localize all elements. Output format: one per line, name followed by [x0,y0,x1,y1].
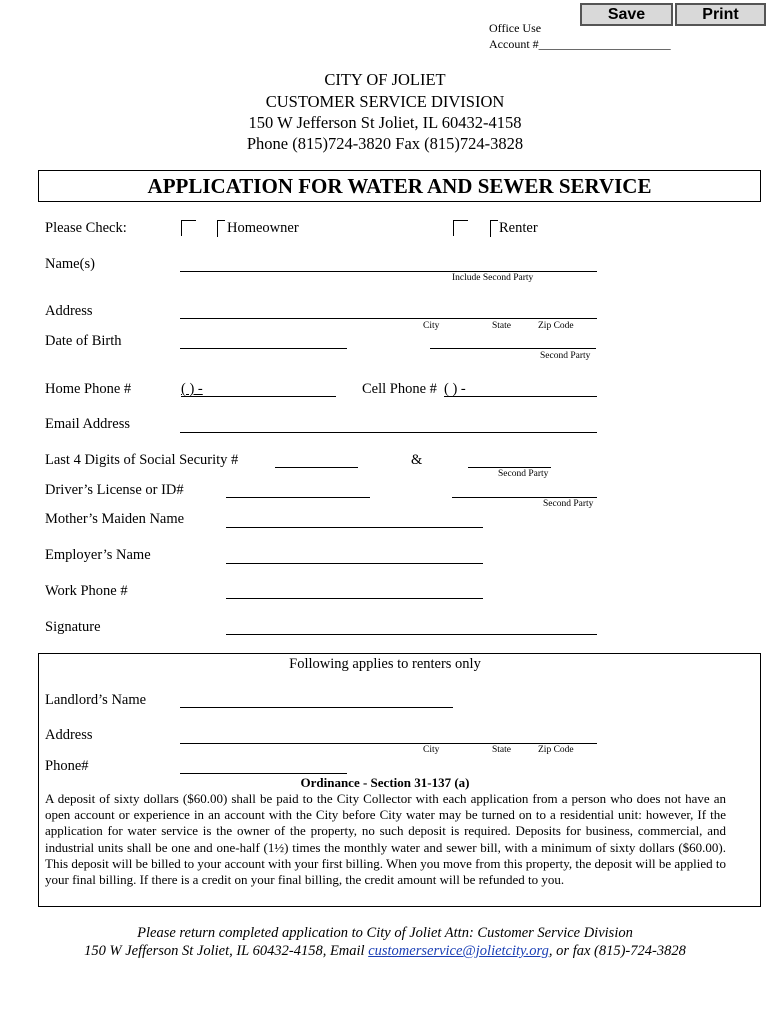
work-phone-label: Work Phone # [45,583,128,599]
maiden-name-label: Mother’s Maiden Name [45,511,185,527]
cell-phone-field[interactable] [444,396,597,397]
landlord-phone-label: Phone# [45,758,89,774]
renter-checkbox[interactable] [453,220,468,236]
homeowner-checkbox-edge [217,220,225,237]
landlord-name-label: Landlord’s Name [45,692,147,708]
address-label: Address [45,303,93,319]
home-phone-field[interactable] [181,396,336,397]
dob-field[interactable] [180,348,347,349]
landlord-city-hint: City [423,745,440,755]
header-division: CUSTOMER SERVICE DIVISION [265,92,505,111]
employer-field[interactable] [226,563,483,564]
renter-checkbox-edge [490,220,498,237]
work-phone-field[interactable] [226,598,483,599]
renters-heading: Following applies to renters only [289,656,481,672]
landlord-zip-hint: Zip Code [538,745,574,755]
address-city-hint: City [423,321,440,331]
dob-second-party-field[interactable] [430,348,596,349]
names-field[interactable] [180,271,597,272]
email-field[interactable] [180,432,597,433]
home-phone-label: Home Phone # [45,381,132,397]
landlord-name-field[interactable] [180,707,453,708]
email-label: Email Address [45,416,130,432]
print-button[interactable]: Print [675,3,766,26]
ssn-field[interactable] [275,467,358,468]
landlord-address-label: Address [45,727,93,743]
signature-field[interactable] [226,634,597,635]
cell-phone-format: ( ) - [444,381,466,397]
renter-label: Renter [499,220,538,236]
email-link[interactable]: customerservice@jolietcity.org [368,943,549,959]
employer-label: Employer’s Name [45,547,151,563]
form-title: APPLICATION FOR WATER AND SEWER SERVICE [147,174,652,198]
address-field[interactable] [180,318,597,319]
cell-phone-label: Cell Phone # [362,381,437,397]
ssn-label: Last 4 Digits of Social Security # [45,452,239,468]
ssn-second-party-field[interactable] [468,467,551,468]
homeowner-checkbox[interactable] [181,220,196,236]
please-check-label: Please Check: [45,220,127,236]
ordinance-text: A deposit of sixty dollars ($60.00) shall be paid to the City Collector with each application from a person who does not have an open account or experience in an account with the City before City water may be turned on to a residential unit: however, If the application for water service is the owner of the property, no such deposit is required. Deposits for business, commercial, and industrial units shall be one and one-half (1½) times the monthly water and sewer bill, with a minimum of sixty dollars ($60.00). This deposit will be billed to your account with your first billing. When you move from this property, the deposit will be applied to your final billing. If there is a credit on your final billing, the credit amount will be refunded to you. [45,791,726,888]
license-second-party-field[interactable] [452,497,597,498]
ordinance-title: Ordinance - Section 31-137 (a) [300,775,470,790]
footer-contact [0,943,770,960]
header-city: CITY OF JOLIET [324,70,446,89]
dob-second-party-hint: Second Party [540,351,591,361]
footer-return-note: Please return completed application to City of Joliet Attn: Customer Service Division [137,925,633,941]
home-phone-format: ( ) - [181,381,203,397]
save-button[interactable]: Save [580,3,673,26]
office-use-title: Office Use [489,21,542,35]
landlord-state-hint: State [492,745,511,755]
dob-label: Date of Birth [45,333,122,349]
license-label: Driver’s License or ID# [45,482,184,498]
homeowner-label: Homeowner [227,220,299,236]
names-hint: Include Second Party [452,273,534,283]
license-second-party-hint: Second Party [543,499,594,509]
landlord-address-field[interactable] [180,743,597,744]
license-field[interactable] [226,497,370,498]
account-number-label: Account #______________________ [489,37,671,51]
header-address: 150 W Jefferson St Joliet, IL 60432-4158 [248,113,522,132]
ssn-ampersand: & [411,452,423,468]
footer-fax: , or fax (815)-724-3828 [548,943,686,959]
address-state-hint: State [492,321,511,331]
ssn-second-party-hint: Second Party [498,469,549,479]
header-phone: Phone (815)724-3820 Fax (815)724-3828 [246,134,524,153]
names-label: Name(s) [45,256,95,272]
address-zip-hint: Zip Code [538,321,574,331]
signature-label: Signature [45,619,101,635]
maiden-name-field[interactable] [226,527,483,528]
landlord-phone-field[interactable] [180,773,347,774]
footer-address: 150 W Jefferson St Joliet, IL 60432-4158, Email [84,943,369,959]
title-box [38,170,761,202]
